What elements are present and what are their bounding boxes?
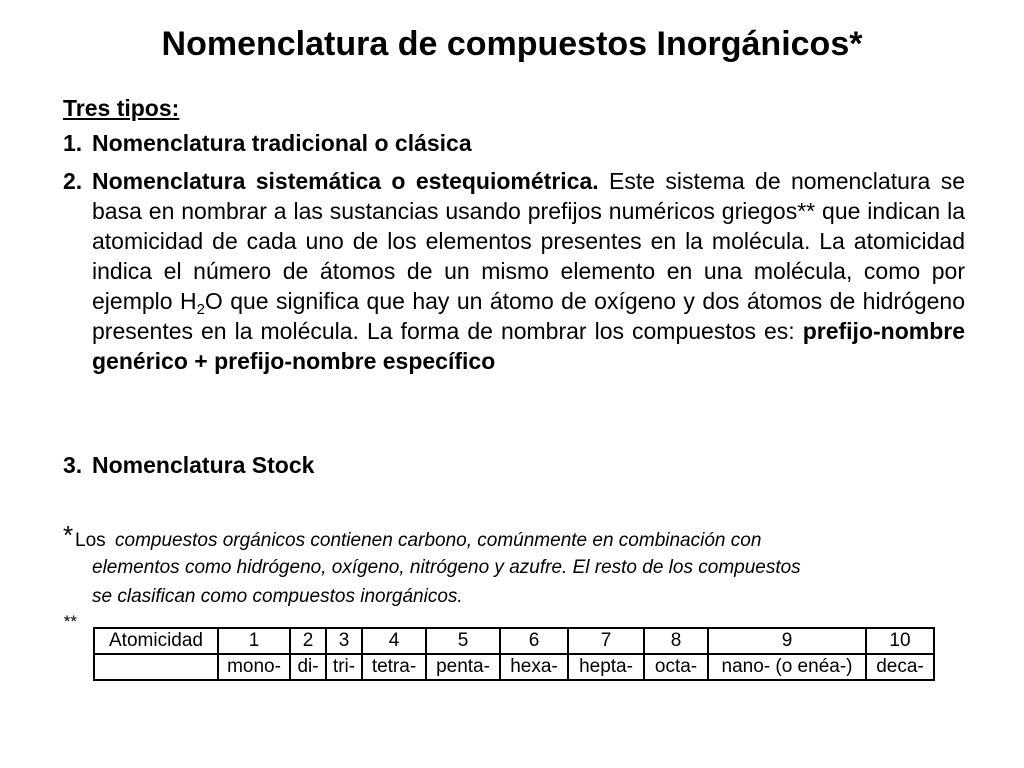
- table-cell: di-: [290, 654, 326, 680]
- table-cell: 7: [568, 628, 644, 654]
- footnote-line-3: se clasifican como compuestos inorgánicos.: [92, 586, 463, 607]
- table-cell: 8: [644, 628, 708, 654]
- table-cell: 5: [426, 628, 500, 654]
- list-text: Nomenclatura Stock: [92, 452, 315, 478]
- bold-lead: Nomenclatura sistemática o estequiométrica.: [92, 168, 599, 194]
- table-cell: tetra-: [362, 654, 426, 680]
- table-cell: [94, 654, 218, 680]
- table-cell: nano- (o enéa-): [708, 654, 866, 680]
- table-cell: deca-: [866, 654, 934, 680]
- table-cell: 6: [500, 628, 568, 654]
- footnote-first-word: Los: [75, 530, 106, 551]
- table-cell: hexa-: [500, 654, 568, 680]
- paragraph-text-a: Este sistema de nomenclatura se basa en nombrar a las sustancias usando prefijos numéricos griegos** que indican la atomicidad de cada uno de los elementos presentes en la molécula. La atomicidad indica el número de átomos de un mismo elemento en una molécula, como por ejemplo H: [92, 168, 966, 314]
- table-cell: Atomicidad: [94, 628, 218, 654]
- list-item-1: [63, 128, 963, 158]
- table-cell: 2: [290, 628, 326, 654]
- list-item-3: [63, 450, 963, 480]
- subscript: 2: [196, 301, 205, 318]
- footnote-line-2: elementos como hidrógeno, oxígeno, nitrógeno y azufre. El resto de los compuestos: [92, 557, 801, 578]
- list-item-2: [63, 166, 965, 446]
- footnote-marker: *: [63, 520, 74, 550]
- table-cell: tri-: [326, 654, 362, 680]
- table-cell: mono-: [218, 654, 290, 680]
- list-number: 1.: [63, 130, 83, 156]
- table-cell: 1: [218, 628, 290, 654]
- paragraph-text-b: O que significa que hay un átomo de oxígeno y dos átomos de hidrógeno presentes en la molécula. La forma de nombrar los compuestos es:: [92, 288, 965, 344]
- table-cell: 9: [708, 628, 866, 654]
- table-row-atomicity: [94, 628, 934, 654]
- list-number: 3.: [63, 452, 83, 478]
- table-cell: 4: [362, 628, 426, 654]
- footnote-line-1: compuestos orgánicos contienen carbono, comúnmente en combinación con: [115, 530, 762, 551]
- list-number: 2.: [63, 168, 83, 194]
- table-cell: hepta-: [568, 654, 644, 680]
- subtitle: Tres tipos:: [63, 95, 180, 121]
- footnote-2-marker: **: [63, 612, 77, 631]
- table-cell: penta-: [426, 654, 500, 680]
- table-cell: 10: [866, 628, 934, 654]
- list-paragraph: [92, 166, 965, 376]
- list-text: Nomenclatura tradicional o clásica: [92, 130, 472, 156]
- table-cell: 3: [326, 628, 362, 654]
- table-row-prefix: [94, 654, 934, 680]
- table-cell: octa-: [644, 654, 708, 680]
- bold-tail: prefijo-nombre genérico + prefijo-nombre específico: [92, 318, 965, 374]
- atomicity-table: [93, 627, 935, 681]
- slide-title: Nomenclatura de compuestos Inorgánicos*: [161, 25, 863, 63]
